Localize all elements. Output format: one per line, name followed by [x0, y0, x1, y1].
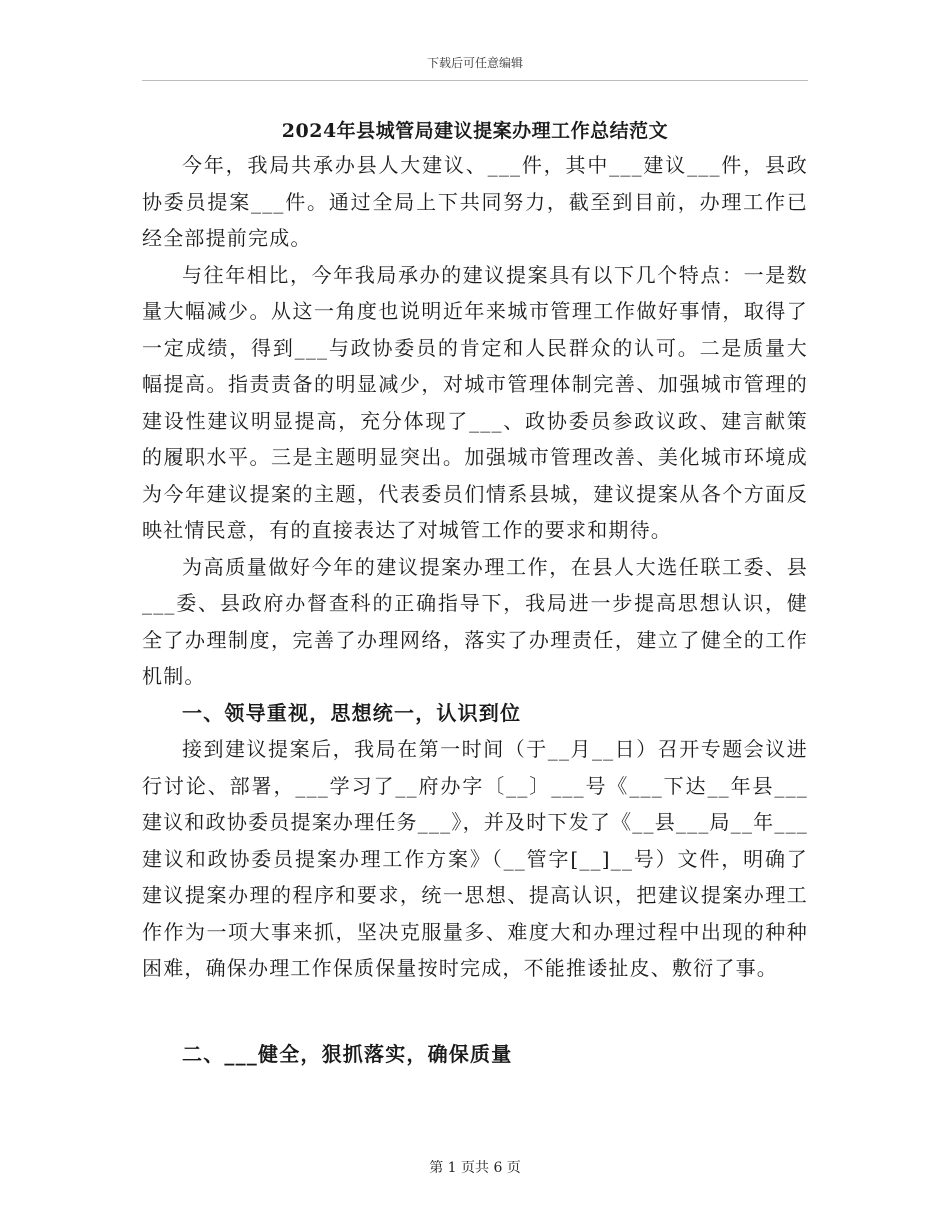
header-divider	[142, 80, 808, 81]
document-title: 2024年县城管局建议提案办理工作总结范文	[281, 120, 669, 142]
document-body	[142, 147, 808, 987]
section-heading-2-block	[142, 1036, 808, 1073]
paragraph: 与往年相比，今年我局承办的建议提案具有以下几个特点：一是数量大幅减少。从这一角度也说明近年来城市管理工作做好事情，取得了一定成绩，得到___与政协委员的肯定和人民群众的认可。二是质量大幅提高。指责责备的明显减少，对城市管理体制完善、加强城市管理的建设性建议明显提高，充分体现了___、政协委员参政议政、建言献策的履职水平。三是主题明显突出。加强城市管理改善、美化城市环境成为今年建议提案的主题，代表委员们情系县城，建议提案从各个方面反映社情民意，有的直接表达了对城管工作的要求和期待。	[142, 262, 808, 542]
header-note: 下载后可任意编辑	[426, 56, 523, 70]
section-heading-1: 一、领导重视，思想统一，认识到位	[182, 700, 522, 725]
page-footer: 第 1 页共 6 页	[429, 1160, 521, 1176]
paragraph: 接到建议提案后，我局在第一时间（于__月__日）召开专题会议进行讨论、部署，___学习了__府办字〔__〕___号《___下达__年县___建议和政协委员提案办理任务___》，并及时下发了《__县___局__年___建议和政协委员提案办理工作方案》（__管字[__]__号）文件，明确了建议提案办理的程序和要求，统一思想、提高认识，把建议提案办理工作作为一项大事来抓，坚决克服量多、难度大和办理过程中出现的种种困难，确保办理工作保质保量按时完成，不能推诿扯皮、敷衍了事。	[142, 737, 808, 980]
section-heading-2: 二、___健全，狠抓落实，确保质量	[182, 1042, 513, 1066]
paragraph: 今年，我局共承办县人大建议、___件，其中___建议___件，县政协委员提案___件。通过全局上下共同努力，截至到目前，办理工作已经全部提前完成。	[142, 153, 808, 250]
paragraph: 为高质量做好今年的建议提案办理工作，在县人大选任联工委、县___委、县政府办督查科的正确指导下，我局进一步提高思想认识，健全了办理制度，完善了办理网络，落实了办理责任，建立了健全的工作机制。	[142, 554, 808, 688]
